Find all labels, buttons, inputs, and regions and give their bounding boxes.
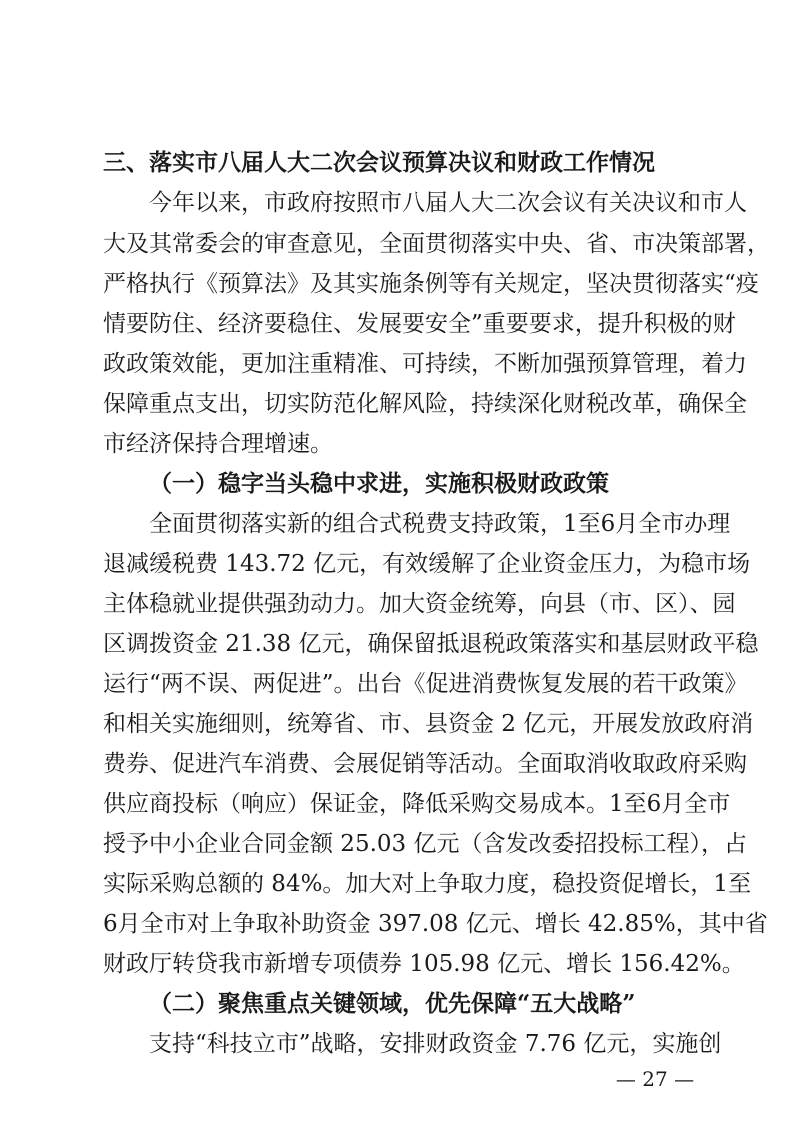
text-line: 授予中小企业合同金额 25.03 亿元（含发改委招投标工程），占 [103, 831, 747, 857]
text-line: 市经济保持合理增速。 [103, 431, 333, 457]
text-line: 退减缓税费 143.72 亿元，有效缓解了企业资金压力，为稳市场 [103, 551, 751, 577]
text-line: 供应商投标（响应）保证金，降低采购交易成本。1至6月全市 [103, 791, 731, 817]
text-line: 大及其常委会的审查意见，全面贯彻落实中央、省、市决策部署， [103, 231, 770, 257]
text-line: 6月全市对上争取补助资金 397.08 亿元、增长 42.85%，其中省 [103, 911, 768, 937]
subheading-2: （二）聚焦重点关键领域，优先保障“五大战略” [149, 990, 636, 1017]
subheading-1: （一）稳字当头稳中求进，实施积极财政政策 [149, 470, 609, 497]
text-line: 主体稳就业提供强劲动力。加大资金统筹，向县（市、区）、园 [103, 591, 736, 617]
text-line: 实际采购总额的 84%。加大对上争取力度，稳投资促增长，1至 [103, 871, 752, 897]
text-line: 支持“科技立市”战略，安排财政资金 7.76 亿元，实施创 [149, 1031, 722, 1057]
page-number: — 27 — [615, 1067, 695, 1091]
text-line: 保障重点支出，切实防范化解风险，持续深化财税改革，确保全 [103, 391, 747, 417]
text-line: 财政厅转贷我市新增专项债券 105.98 亿元、增长 156.42%。 [103, 951, 745, 977]
text-line: 费券、促进汽车消费、会展促销等活动。全面取消收取政府采购 [103, 751, 747, 777]
section-heading: 三、落实市八届人大二次会议预算决议和财政工作情况 [103, 150, 655, 176]
text-line: 和相关实施细则，统筹省、市、县资金 2 亿元，开展发放政府消 [103, 711, 754, 737]
text-line: 全面贯彻落实新的组合式税费支持政策，1至6月全市办理 [149, 511, 731, 537]
text-line: 政政策效能，更加注重精准、可持续，不断加强预算管理，着力 [103, 351, 747, 377]
text-line: 区调拨资金 21.38 亿元，确保留抵退税政策落实和基层财政平稳 [103, 631, 759, 657]
text-line: 严格执行《预算法》及其实施条例等有关规定，坚决贯彻落实“疫 [103, 271, 759, 297]
text-line: 今年以来，市政府按照市八届人大二次会议有关决议和市人 [149, 190, 747, 216]
text-line: 情要防住、经济要稳住、发展要安全”重要要求，提升积极的财 [103, 311, 736, 337]
text-line: 运行“两不误、两促进”。出台《促进消费恢复发展的若干政策》 [103, 671, 748, 697]
